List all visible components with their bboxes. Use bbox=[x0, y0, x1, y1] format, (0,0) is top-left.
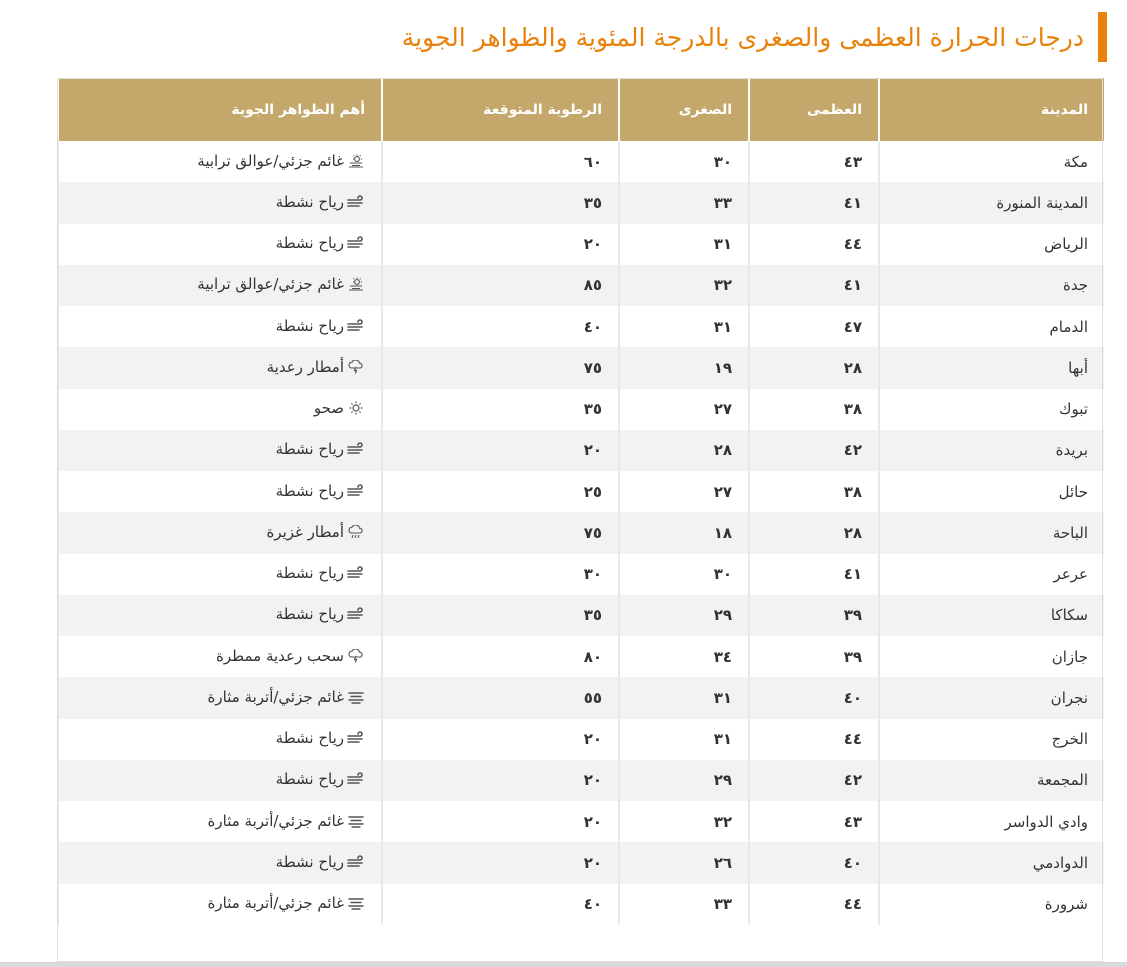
table-row bbox=[58, 347, 1104, 388]
sun-icon bbox=[347, 401, 365, 415]
phenomenon bbox=[276, 440, 365, 458]
phenomenon bbox=[276, 853, 365, 871]
phenomenon-text: غائم جزئي/أتربة مثارة bbox=[207, 687, 344, 706]
humidity-cell: ٨٥ bbox=[382, 265, 619, 306]
title-accent-bar bbox=[1098, 12, 1107, 62]
phenomenon-text: رياح نشطة bbox=[275, 316, 344, 335]
min-temp-cell: ٣٤ bbox=[619, 636, 749, 677]
phenomenon bbox=[208, 688, 365, 706]
city-cell: جازان bbox=[879, 636, 1104, 677]
min-temp-cell: ١٨ bbox=[619, 512, 749, 553]
max-temp-cell: ٣٩ bbox=[749, 595, 879, 636]
city-cell: مكة bbox=[879, 141, 1104, 182]
min-temp-cell: ٣١ bbox=[619, 224, 749, 265]
thunder-rain-icon bbox=[347, 649, 365, 663]
max-temp-cell: ٢٨ bbox=[749, 512, 879, 553]
table-row bbox=[58, 677, 1104, 718]
table-row bbox=[58, 141, 1104, 182]
phenomenon-text: رياح نشطة bbox=[275, 770, 344, 789]
phenomenon-cell bbox=[58, 306, 382, 347]
humidity-cell: ٧٥ bbox=[382, 347, 619, 388]
max-temp-cell: ٣٩ bbox=[749, 636, 879, 677]
phenomenon bbox=[276, 317, 365, 335]
phenomenon bbox=[314, 399, 365, 417]
humidity-cell: ٣٥ bbox=[382, 595, 619, 636]
city-cell: الباحة bbox=[879, 512, 1104, 553]
min-temp-cell: ٢٧ bbox=[619, 471, 749, 512]
phenomenon bbox=[216, 647, 365, 665]
phenomenon-text: رياح نشطة bbox=[275, 729, 344, 748]
dust-icon bbox=[347, 690, 365, 704]
phenomenon-text: رياح نشطة bbox=[275, 440, 344, 459]
humidity-cell: ٢٠ bbox=[382, 719, 619, 760]
phenomenon-text: رياح نشطة bbox=[275, 481, 344, 500]
min-temp-cell: ٢٧ bbox=[619, 389, 749, 430]
city-cell: جدة bbox=[879, 265, 1104, 306]
phenomenon-text: رياح نشطة bbox=[275, 192, 344, 211]
city-cell: المدينة المنورة bbox=[879, 182, 1104, 223]
phenomenon-cell bbox=[58, 430, 382, 471]
phenomenon-cell bbox=[58, 760, 382, 801]
wind-icon bbox=[347, 484, 365, 498]
city-cell: الخرج bbox=[879, 719, 1104, 760]
city-cell: الدوادمي bbox=[879, 842, 1104, 883]
title-bar bbox=[347, 12, 1107, 62]
table-row bbox=[58, 760, 1104, 801]
phenomenon-cell bbox=[58, 554, 382, 595]
min-temp-cell: ٣٢ bbox=[619, 265, 749, 306]
humidity-cell: ٣٥ bbox=[382, 182, 619, 223]
table-row bbox=[58, 182, 1104, 223]
partly-cloudy-dust-icon bbox=[347, 154, 365, 168]
min-temp-cell: ٣٠ bbox=[619, 554, 749, 595]
phenomenon-cell bbox=[58, 636, 382, 677]
humidity-cell: ٢٠ bbox=[382, 842, 619, 883]
min-temp-cell: ٢٩ bbox=[619, 595, 749, 636]
table-row bbox=[58, 801, 1104, 842]
min-temp-cell: ٢٦ bbox=[619, 842, 749, 883]
phenomenon-text: سحب رعدية ممطرة bbox=[216, 646, 344, 665]
header-city: المدينة bbox=[879, 78, 1104, 141]
max-temp-cell: ٢٨ bbox=[749, 347, 879, 388]
city-cell: بريدة bbox=[879, 430, 1104, 471]
humidity-cell: ٢٥ bbox=[382, 471, 619, 512]
humidity-cell: ٢٠ bbox=[382, 760, 619, 801]
phenomenon-cell bbox=[58, 347, 382, 388]
max-temp-cell: ٤١ bbox=[749, 554, 879, 595]
max-temp-cell: ٤٢ bbox=[749, 760, 879, 801]
max-temp-cell: ٤٤ bbox=[749, 224, 879, 265]
min-temp-cell: ٣١ bbox=[619, 719, 749, 760]
phenomenon-text: غائم جزئي/أتربة مثارة bbox=[207, 811, 344, 830]
phenomenon-cell bbox=[58, 224, 382, 265]
phenomenon-text: صحو bbox=[313, 399, 344, 418]
max-temp-cell: ٤٣ bbox=[749, 801, 879, 842]
phenomenon bbox=[276, 234, 365, 252]
phenomenon-cell bbox=[58, 842, 382, 883]
phenomenon bbox=[266, 523, 365, 541]
wind-icon bbox=[347, 195, 365, 209]
min-temp-cell: ١٩ bbox=[619, 347, 749, 388]
min-temp-cell: ٢٨ bbox=[619, 430, 749, 471]
phenomenon-cell bbox=[58, 265, 382, 306]
min-temp-cell: ٣١ bbox=[619, 677, 749, 718]
phenomenon-cell bbox=[58, 389, 382, 430]
table-row bbox=[58, 512, 1104, 553]
min-temp-cell: ٣٣ bbox=[619, 884, 749, 925]
table-row bbox=[58, 224, 1104, 265]
humidity-cell: ٣٥ bbox=[382, 389, 619, 430]
city-cell: عرعر bbox=[879, 554, 1104, 595]
min-temp-cell: ٣٠ bbox=[619, 141, 749, 182]
header-max: العظمى bbox=[749, 78, 879, 141]
city-cell: سكاكا bbox=[879, 595, 1104, 636]
min-temp-cell: ٢٩ bbox=[619, 760, 749, 801]
min-temp-cell: ٣٢ bbox=[619, 801, 749, 842]
phenomenon-cell bbox=[58, 884, 382, 925]
humidity-cell: ٦٠ bbox=[382, 141, 619, 182]
phenomenon bbox=[276, 193, 365, 211]
wind-icon bbox=[347, 772, 365, 786]
bottom-divider bbox=[0, 962, 1127, 967]
table-row bbox=[58, 430, 1104, 471]
max-temp-cell: ٤٧ bbox=[749, 306, 879, 347]
header-min: الصغرى bbox=[619, 78, 749, 141]
phenomenon bbox=[208, 812, 365, 830]
city-cell: الرياض bbox=[879, 224, 1104, 265]
phenomenon-text: أمطار رعدية bbox=[266, 357, 344, 376]
phenomenon-cell bbox=[58, 182, 382, 223]
phenomenon-text: غائم جزئي/عوالق ترابية bbox=[197, 151, 344, 170]
phenomenon-text: رياح نشطة bbox=[275, 234, 344, 253]
max-temp-cell: ٤٠ bbox=[749, 842, 879, 883]
humidity-cell: ٤٠ bbox=[382, 884, 619, 925]
phenomenon-cell bbox=[58, 677, 382, 718]
table-header-row bbox=[58, 78, 1104, 141]
wind-icon bbox=[347, 319, 365, 333]
phenomenon bbox=[276, 729, 365, 747]
phenomenon-cell bbox=[58, 595, 382, 636]
humidity-cell: ٢٠ bbox=[382, 430, 619, 471]
wind-icon bbox=[347, 731, 365, 745]
humidity-cell: ٤٠ bbox=[382, 306, 619, 347]
max-temp-cell: ٤٣ bbox=[749, 141, 879, 182]
partly-cloudy-dust-icon bbox=[347, 277, 365, 291]
phenomenon-text: رياح نشطة bbox=[275, 605, 344, 624]
city-cell: المجمعة bbox=[879, 760, 1104, 801]
phenomenon bbox=[276, 605, 365, 623]
city-cell: وادي الدواسر bbox=[879, 801, 1104, 842]
city-cell: أبها bbox=[879, 347, 1104, 388]
phenomenon-cell bbox=[58, 471, 382, 512]
table-row bbox=[58, 719, 1104, 760]
phenomenon bbox=[276, 770, 365, 788]
phenomenon bbox=[197, 275, 365, 293]
phenomenon bbox=[276, 482, 365, 500]
city-cell: حائل bbox=[879, 471, 1104, 512]
thunder-rain-icon bbox=[347, 360, 365, 374]
weather-table bbox=[57, 78, 1104, 925]
max-temp-cell: ٤٢ bbox=[749, 430, 879, 471]
humidity-cell: ٢٠ bbox=[382, 224, 619, 265]
humidity-cell: ٥٥ bbox=[382, 677, 619, 718]
max-temp-cell: ٤٤ bbox=[749, 884, 879, 925]
phenomenon bbox=[267, 358, 365, 376]
table-row bbox=[58, 306, 1104, 347]
phenomenon-cell bbox=[58, 719, 382, 760]
max-temp-cell: ٤٤ bbox=[749, 719, 879, 760]
phenomenon-cell bbox=[58, 512, 382, 553]
city-cell: شرورة bbox=[879, 884, 1104, 925]
wind-icon bbox=[347, 566, 365, 580]
phenomenon-text: رياح نشطة bbox=[275, 564, 344, 583]
table-row bbox=[58, 265, 1104, 306]
humidity-cell: ٣٠ bbox=[382, 554, 619, 595]
wind-icon bbox=[347, 855, 365, 869]
city-cell: نجران bbox=[879, 677, 1104, 718]
phenomenon-cell bbox=[58, 141, 382, 182]
table-row bbox=[58, 389, 1104, 430]
heavy-rain-icon bbox=[347, 525, 365, 539]
table-row bbox=[58, 595, 1104, 636]
phenomenon-text: أمطار غزيرة bbox=[266, 522, 344, 541]
max-temp-cell: ٤٠ bbox=[749, 677, 879, 718]
city-cell: الدمام bbox=[879, 306, 1104, 347]
phenomenon-text: غائم جزئي/عوالق ترابية bbox=[197, 275, 344, 294]
wind-icon bbox=[347, 607, 365, 621]
wind-icon bbox=[347, 442, 365, 456]
page-title: درجات الحرارة العظمى والصغرى بالدرجة المئوية والظواهر الجوية bbox=[401, 22, 1084, 52]
max-temp-cell: ٤١ bbox=[749, 182, 879, 223]
phenomenon bbox=[276, 564, 365, 582]
humidity-cell: ٨٠ bbox=[382, 636, 619, 677]
dust-icon bbox=[347, 896, 365, 910]
dust-icon bbox=[347, 814, 365, 828]
table-row bbox=[58, 471, 1104, 512]
header-humidity: الرطوبة المتوقعة bbox=[382, 78, 619, 141]
table-row bbox=[58, 884, 1104, 925]
table-row bbox=[58, 636, 1104, 677]
table-body bbox=[58, 141, 1104, 925]
max-temp-cell: ٣٨ bbox=[749, 389, 879, 430]
humidity-cell: ٧٥ bbox=[382, 512, 619, 553]
phenomenon-cell bbox=[58, 801, 382, 842]
table-row bbox=[58, 842, 1104, 883]
phenomenon bbox=[208, 894, 365, 912]
min-temp-cell: ٣٣ bbox=[619, 182, 749, 223]
table-row bbox=[58, 554, 1104, 595]
max-temp-cell: ٤١ bbox=[749, 265, 879, 306]
header-phenomenon: أهم الظواهر الجوية bbox=[58, 78, 382, 141]
min-temp-cell: ٣١ bbox=[619, 306, 749, 347]
max-temp-cell: ٣٨ bbox=[749, 471, 879, 512]
phenomenon-text: رياح نشطة bbox=[275, 852, 344, 871]
phenomenon-text: غائم جزئي/أتربة مثارة bbox=[207, 894, 344, 913]
city-cell: تبوك bbox=[879, 389, 1104, 430]
humidity-cell: ٢٠ bbox=[382, 801, 619, 842]
wind-icon bbox=[347, 236, 365, 250]
phenomenon bbox=[197, 152, 365, 170]
